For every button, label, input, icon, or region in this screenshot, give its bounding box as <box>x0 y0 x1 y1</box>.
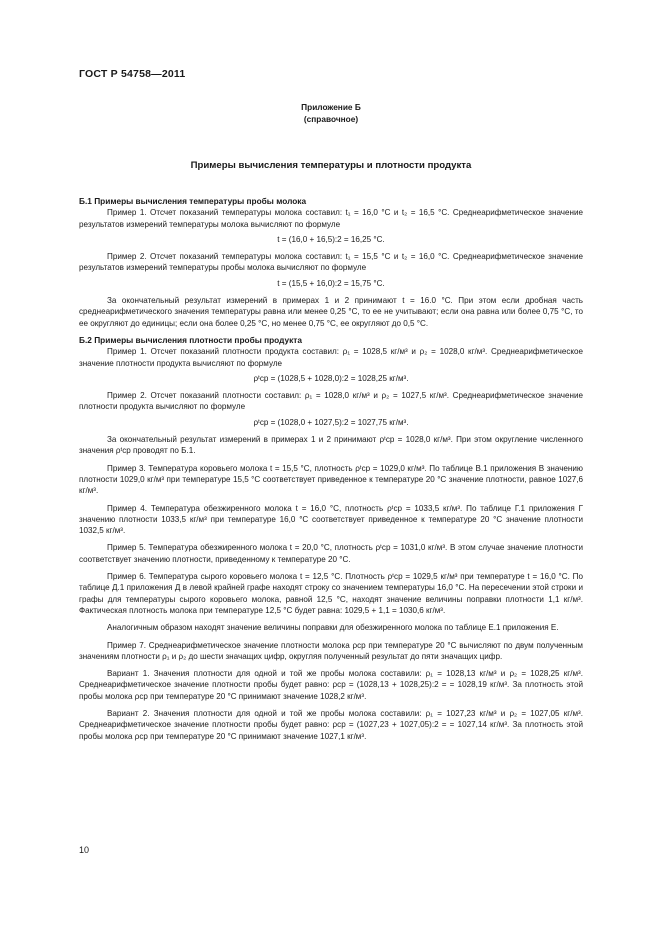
paragraph: Пример 1. Отсчет показаний плотности продукта составил: ρ₁ = 1028,5 кг/м³ и ρ₂ = 1028,0 кг/м³. Среднеарифметическое значение плотности продукта вычисляют по формуле <box>79 347 583 368</box>
page-number: 10 <box>79 845 90 855</box>
paragraph: Аналогичным образом находят значение величины поправки для обезжиренного молока по таблице Е.1 приложения Е. <box>107 623 559 633</box>
paragraph: За окончательный результат измерений в примерах 1 и 2 принимают t = 16.0 °С. При этом если дробная часть среднеарифметического значения температуры равна или менее 0,25 °С, то ее не учитывают; если она равна или более 0,75 °С, то ее округляют до единицы; если она более 0,25 °С, но менее 0,75 °С, ее округляют до 0,5 °С. <box>79 296 583 328</box>
paragraph: Пример 5. Температура обезжиренного молока t = 20,0 °С, плотность ρᵗср = 1031,0 кг/м³. В этом случае значение плотности соответствует значению плотности, приведенному к температуре 20 °С. <box>79 543 583 564</box>
formula: ρᵗср = (1028,5 + 1028,0):2 = 1028,25 кг/м³. <box>253 373 409 383</box>
paragraph: Пример 2. Отсчет показаний плотности составил: ρ₁ = 1028,0 кг/м³ и ρ₂ = 1027,5 кг/м³. Среднеарифметическое значение плотности продукта вычисляют по формуле <box>79 391 583 412</box>
paragraph: Вариант 1. Значения плотности для одной и той же пробы молока составили: ρ₁ = 1028,13 кг/м³ и ρ₂ = 1028,25 кг/м³. Среднеарифметическое значение плотности пробы будет равно: ρср = (1028,13 + 1028,25):2 = = 1028,19 кг/м³. За плотность этой пробы молока ρср при температуре 20 °С принимают значение 1028,2 кг/м³. <box>79 669 583 701</box>
annex-block <box>79 101 583 125</box>
paragraph: Пример 6. Температура сырого коровьего молока t = 12,5 °С. Плотность ρᵗср = 1029,5 кг/м³ при температуре t = 16,0 °С. По таблице Д.1 приложения Д в левой крайней графе находят строку со значением температуры 16,0 °С. На пересечении этой строки и графы для температуры сырого коровьего молока, равной 12,5 °С, находят значение величины поправки плотности 1,1 кг/м³. Фактическая плотность молока при температуре 12,5 °С будет равна: 1029,5 + 1,1 = 1030,6 кг/м³. <box>79 572 583 615</box>
paragraph: Пример 4. Температура обезжиренного молока t = 16,0 °С, плотность ρᵗср = 1033,5 кг/м³. По таблице Г.1 приложения Г значению плотности 1033,5 кг/м³ при температуре 16,0 °С соответствует приведенное к температуре 20 °С значение плотности 1032,5 кг/м³. <box>79 503 583 536</box>
paragraph: Пример 1. Отсчет показаний температуры молока составил: t₁ = 16,0 °С и t₂ = 16,5 °С. Среднеарифметическое значение результатов измерений температуры молока вычисляют по формуле <box>79 208 583 229</box>
annex-title: Приложение Б <box>301 102 361 112</box>
body-text <box>79 196 583 742</box>
section-heading-b2: Б.2 Примеры вычисления плотности пробы продукта <box>79 334 302 345</box>
paragraph: Вариант 2. Значения плотности для одной и той же пробы молока составили: ρ₁ = 1027,23 кг/м³ и ρ₂ = 1027,05 кг/м³. Среднеарифметическое значение плотности пробы будет равно: ρср = (1027,23 + 1027,05):2 = = 1027,14 кг/м³. За плотность этой пробы молока ρср при температуре 20 °С принимают значение 1027,1 кг/м³. <box>79 708 583 741</box>
section-heading-b1: Б.1 Примеры вычисления температуры пробы молока <box>79 196 307 206</box>
annex-subtitle: (справочное) <box>303 114 359 124</box>
paragraph: Пример 7. Среднеарифметическое значение плотности молока ρср при температуре 20 °С вычисляют по двум полученным значениям плотности ρ₁ и ρ₂ до шести значащих цифр, округляя полученный результат до пяти значащих цифр. <box>79 640 583 661</box>
paragraph: Пример 2. Отсчет показаний температуры молока составил: t₁ = 15,5 °С и t₂ = 16,0 °С. Среднеарифметическое значение результатов измерений температуры пробы молока вычисляют по формуле <box>79 252 583 273</box>
main-title: Примеры вычисления температуры и плотности продукта <box>190 160 472 171</box>
document-code: ГОСТ Р 54758—2011 <box>79 68 186 80</box>
formula: t = (15,5 + 16,0):2 = 15,75 °С. <box>277 278 385 288</box>
paragraph: За окончательный результат измерений в примерах 1 и 2 принимают ρᵗср = 1028,0 кг/м³. При этом округление численного значения ρᵗср проводят по Б.1. <box>79 435 583 456</box>
formula: ρᵗср = (1028,0 + 1027,5):2 = 1027,75 кг/м³. <box>253 417 409 427</box>
paragraph: Пример 3. Температура коровьего молока t = 15,5 °С, плотность ρᵗср = 1029,0 кг/м³. По таблице В.1 приложения В значению плотности 1029,0 кг/м³ при температуре 15,5 °С соответствует приведенное к температуре 20 °С значение плотности, равное 1027,6 кг/м³. <box>79 463 583 496</box>
formula: t = (16,0 + 16,5):2 = 16,25 °С. <box>277 234 385 244</box>
